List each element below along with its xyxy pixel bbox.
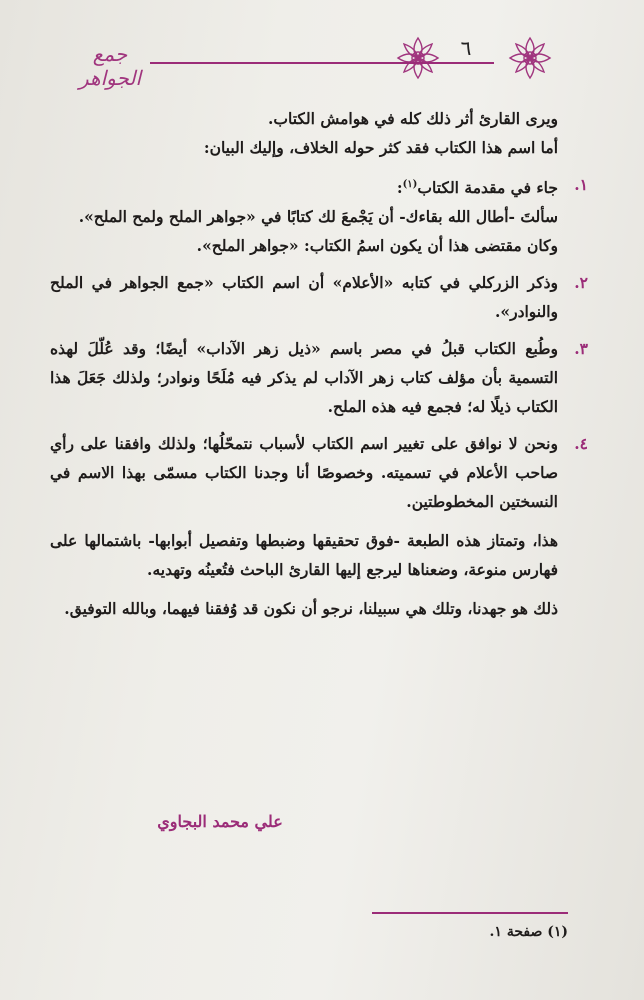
item-text: وذكر الزركلي في كتابه «الأعلام» أن اسم الكتاب «جمع الجواهر في الملح والنوادر». [50,273,558,322]
header-rule [150,62,494,64]
item-text: وطُبع الكتاب قبلُ في مصر باسم «ذيل زهر الآداب» أيضًا؛ وقد عُلّلَ لهذه التسمية بأن مؤلف كتاب زهر الآداب لم يذكر فيه مُلَحًا ونوادر؛ ولذلك جَعَلَ هذا الكتاب ذيلًا له؛ فجمع فيه هذه الملح. [50,339,558,417]
footnote-text: صفحة ١. [489,924,543,940]
item-note: وكان مقتضى هذا أن يكون اسمُ الكتاب: «جواهر الملح». [196,236,558,256]
author-signature: علي محمد البجاوي [157,812,283,831]
item-number: ٢. [574,273,588,293]
page-header [0,28,644,98]
list-item [50,334,588,421]
paragraph: ويرى القارئ أثر ذلك كله في هوامش الكتاب. [267,109,558,128]
main-text [50,104,588,623]
book-title: جمع الجواهر [78,42,142,90]
item-lead: جاء في مقدمة الكتاب [417,178,558,198]
list-item [50,268,588,326]
item-quote: سألتَ -أطال الله بقاءك- أن يَجْمعَ لك كتابًا في «جواهر الملح ولمح الملح». [78,207,558,227]
item-number: ١. [574,175,588,194]
item-text: ونحن لا نوافق على تغيير اسم الكتاب لأسباب نتمحّلُها؛ ولذلك وافقنا على رأي صاحب الأعلام في تسميته. وخصوصًا أنا وجدنا الكتاب مسمّى بهذا الاسم في النسختين المخطوطتين. [50,434,558,512]
list-item [50,429,588,516]
list-item [50,170,588,260]
floral-ornament-icon [508,36,552,80]
closing-paragraph: ذلك هو جهدنا، وتلك هي سبيلنا، نرجو أن نكون قد وُفقنا فيهما، وبالله التوفيق. [64,599,558,619]
closing-paragraph: هذا، وتمتاز هذه الطبعة -فوق تحقيقها وضبطها وتفصيل أبوابها- باشتمالها على فهارس منوعة، وضعناها ليرجع إليها القارئ الباحث فتُعينُه وتهديه. [50,531,558,580]
page-number: ٦ [460,36,472,60]
footnote-rule [372,912,568,914]
paragraph: أما اسم هذا الكتاب فقد كثر حوله الخلاف، وإليك البيان: [203,138,558,157]
item-number: ٣. [574,339,588,359]
item-colon: : [396,178,403,198]
item-number: ٤. [574,434,588,454]
footnote [300,924,568,940]
footnote-ref: (١) [402,179,418,190]
footnote-marker: (١) [547,924,568,940]
floral-ornament-icon [396,36,440,80]
